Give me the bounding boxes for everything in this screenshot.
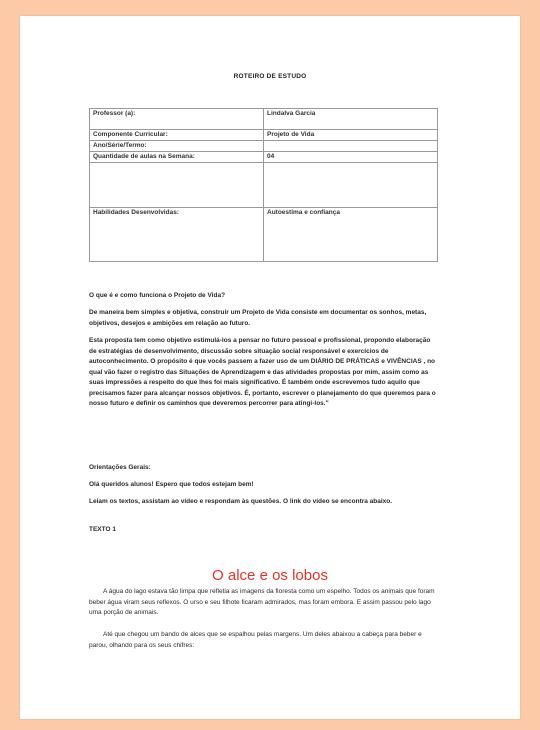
table-row	[90, 163, 438, 208]
table-row	[90, 152, 438, 163]
document-title: ROTEIRO DE ESTUDO	[233, 73, 307, 80]
aulas-value: 04	[264, 152, 438, 163]
table-row	[90, 130, 438, 141]
paragraph: A água do lago estava tão limpa que refletia as imagens da floresta como um espelho. Todos os animais que foram beber água viram seus reflexos. O urso e seu filhote ficaram admirados, mas foram embora. E assim passou pelo lago uma porção de animais.	[89, 588, 435, 616]
table-row	[90, 208, 438, 262]
ano-value	[264, 141, 438, 152]
table-row	[90, 141, 438, 152]
empty-cell	[90, 163, 264, 208]
paragraph: Esta proposta tem como objetivo estimulá-los a pensar no futuro pessoal e profissional, propondo elaboração de estratégias de desenvolvimento, discussão sobre situação social responsável e exercícios de autoconhecimento. O propósito é que vocês passem a fazer uso de um DIÁRIO DE PRÁTICAS e VIVÊNCIAS , no qual vão fazer o registro das Situações de Aprendizagem e das atividades propostas por mim, assim como as suas impressões a respeito do que lhes foi mais significativo. É também onde escrevemos tudo aquilo que precisamos fazer para alcançar nossos objetivos. É, portanto, escrever o planejamento do que queremos para o nosso futuro e definir os caminhos que deveremos percorrer para atingi-los."	[89, 337, 436, 407]
info-table	[89, 108, 438, 262]
paragraph: Olá queridos alunos! Espero que todos estejam bem!	[89, 481, 254, 488]
componente-label: Componente Curricular:	[90, 130, 264, 141]
document-page	[20, 16, 520, 719]
text-label: TEXTO 1	[89, 526, 116, 533]
habilidades-label: Habilidades Desenvolvidas:	[90, 208, 264, 262]
ano-label: Ano/Série/Termo:	[90, 141, 264, 152]
habilidades-value: Autoestima e confiança	[264, 208, 438, 262]
paragraph: De maneira bem simples e objetiva, construir um Projeto de Vida consiste em documentar os sonhos, metas, objetivos, desejos e ambições em relação ao futuro.	[89, 309, 427, 327]
professor-label: Professor (a):	[90, 109, 264, 130]
empty-cell	[264, 163, 438, 208]
section-heading: O que é e como funciona o Projeto de Vida?	[89, 292, 226, 299]
componente-value: Projeto de Vida	[264, 130, 438, 141]
section-heading: Orientações Gerais:	[89, 464, 151, 471]
table-row	[90, 109, 438, 130]
story-title: O alce e os lobos	[212, 567, 328, 584]
paragraph: Até que chegou um bando de alces que se espalhou pelas margens. Um deles abaixou a cabeça para beber e parou, olhando para os seus chifres:	[89, 631, 422, 649]
aulas-label: Quantidade de aulas na Semana:	[90, 152, 264, 163]
professor-value: Lindalva Garcia	[264, 109, 438, 130]
paragraph: Leiam os textos, assistam ao vídeo e respondam às questões. O link do vídeo se encontra abaixo.	[89, 498, 393, 505]
